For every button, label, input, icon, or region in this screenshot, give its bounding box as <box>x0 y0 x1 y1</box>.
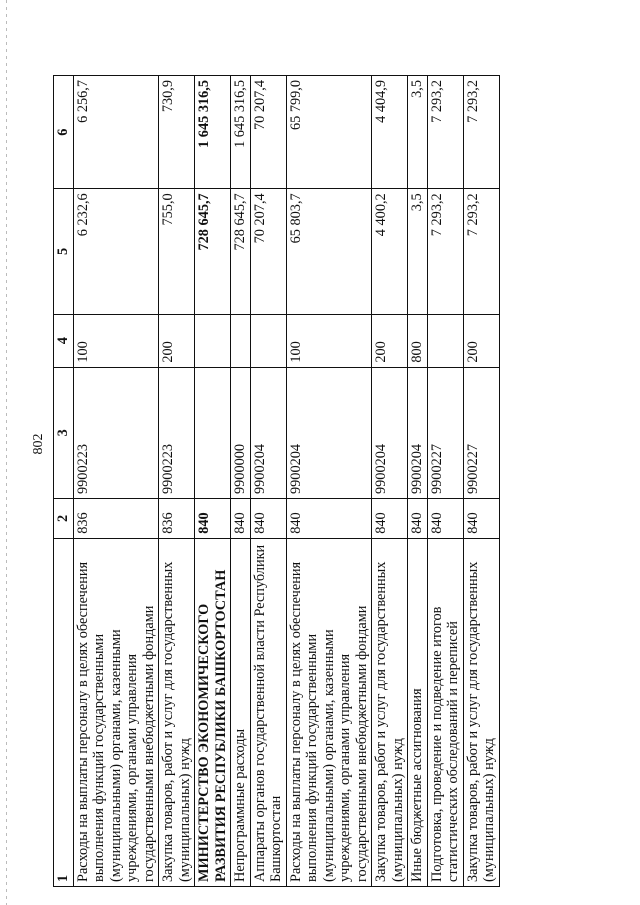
table-row <box>408 76 428 887</box>
row-name: Аппараты органов государственной власти Республики Башкортостан <box>250 538 286 886</box>
row-sum2: 730,9 <box>159 76 195 189</box>
row-csr: 9900227 <box>427 367 463 498</box>
row-ved: 840 <box>408 498 428 538</box>
row-csr: 9900204 <box>250 367 286 498</box>
table-row-ministry <box>195 76 231 887</box>
row-sum2: 70 207,4 <box>250 76 286 189</box>
header-col-4: 4 <box>54 314 74 367</box>
row-sum1: 70 207,4 <box>250 189 286 314</box>
row-sum1: 755,0 <box>159 189 195 314</box>
row-csr: 9900223 <box>159 367 195 498</box>
row-name: МИНИСТЕРСТВО ЭКОНОМИЧЕСКОГО РАЗВИТИЯ РЕСПУБЛИКИ БАШКОРТОСТАН <box>195 538 231 886</box>
row-vr: 100 <box>73 314 159 367</box>
row-ved: 836 <box>159 498 195 538</box>
table-row <box>231 76 251 887</box>
header-col-6: 6 <box>54 76 74 189</box>
row-sum1: 4 400,2 <box>372 189 408 314</box>
row-csr: 9900000 <box>231 367 251 498</box>
row-vr: 200 <box>159 314 195 367</box>
row-vr <box>427 314 463 367</box>
row-vr <box>250 314 286 367</box>
table-row <box>427 76 463 887</box>
row-name: Закупка товаров, работ и услуг для государственных (муниципальных) нужд <box>372 538 408 886</box>
row-name: Иные бюджетные ассигнования <box>408 538 428 886</box>
row-sum2: 4 404,9 <box>372 76 408 189</box>
row-ved: 840 <box>372 498 408 538</box>
row-sum2: 65 799,0 <box>286 76 372 189</box>
row-csr: 9900204 <box>286 367 372 498</box>
row-sum1: 3,5 <box>408 189 428 314</box>
row-sum2: 7 293,2 <box>463 76 499 189</box>
row-sum1: 6 232,6 <box>73 189 159 314</box>
header-col-3: 3 <box>54 367 74 498</box>
row-name: Непрограммные расходы <box>231 538 251 886</box>
row-vr <box>231 314 251 367</box>
header-col-5: 5 <box>54 189 74 314</box>
table-header-row <box>54 76 74 887</box>
table-row <box>250 76 286 887</box>
row-csr: 9900204 <box>408 367 428 498</box>
header-col-1: 1 <box>54 538 74 886</box>
row-sum2: 1 645 316,5 <box>195 76 231 189</box>
scan-edge <box>6 0 7 905</box>
table-row <box>372 76 408 887</box>
row-sum2: 6 256,7 <box>73 76 159 189</box>
row-sum2: 1 645 316,5 <box>231 76 251 189</box>
row-sum1: 7 293,2 <box>427 189 463 314</box>
row-vr <box>195 314 231 367</box>
table-row <box>159 76 195 887</box>
row-ved: 840 <box>427 498 463 538</box>
row-vr: 100 <box>286 314 372 367</box>
row-name: Закупка товаров, работ и услуг для государственных (муниципальных) нужд <box>159 538 195 886</box>
row-ved: 840 <box>463 498 499 538</box>
row-vr: 800 <box>408 314 428 367</box>
table-row <box>73 76 159 887</box>
row-name: Расходы на выплаты персоналу в целях обеспечения выполнения функций государственными (муниципальными) органами, казенными учреждениями, органами управления государственными внебюджетными фондами <box>286 538 372 886</box>
budget-table <box>53 75 500 887</box>
row-vr: 200 <box>463 314 499 367</box>
row-sum2: 7 293,2 <box>427 76 463 189</box>
row-sum1: 65 803,7 <box>286 189 372 314</box>
table-row <box>463 76 499 887</box>
rotated-table-container <box>53 75 523 887</box>
row-csr: 9900204 <box>372 367 408 498</box>
row-vr: 200 <box>372 314 408 367</box>
row-name: Подготовка, проведение и подведение итогов статистических обследований и переписей <box>427 538 463 886</box>
row-sum1: 728 645,7 <box>195 189 231 314</box>
row-sum1: 728 645,7 <box>231 189 251 314</box>
row-sum2: 3,5 <box>408 76 428 189</box>
page-number: 802 <box>31 433 46 455</box>
row-ved: 840 <box>195 498 231 538</box>
row-ved: 836 <box>73 498 159 538</box>
row-ved: 840 <box>250 498 286 538</box>
row-name: Закупка товаров, работ и услуг для государственных (муниципальных) нужд <box>463 538 499 886</box>
row-csr: 9900223 <box>73 367 159 498</box>
row-sum1: 7 293,2 <box>463 189 499 314</box>
row-csr <box>195 367 231 498</box>
table-row <box>286 76 372 887</box>
header-col-2: 2 <box>54 498 74 538</box>
row-name: Расходы на выплаты персоналу в целях обеспечения выполнения функций государственными (муниципальными) органами, казенными учреждениями, органами управления государственными внебюджетными фондами <box>73 538 159 886</box>
row-ved: 840 <box>286 498 372 538</box>
row-ved: 840 <box>231 498 251 538</box>
row-csr: 9900227 <box>463 367 499 498</box>
